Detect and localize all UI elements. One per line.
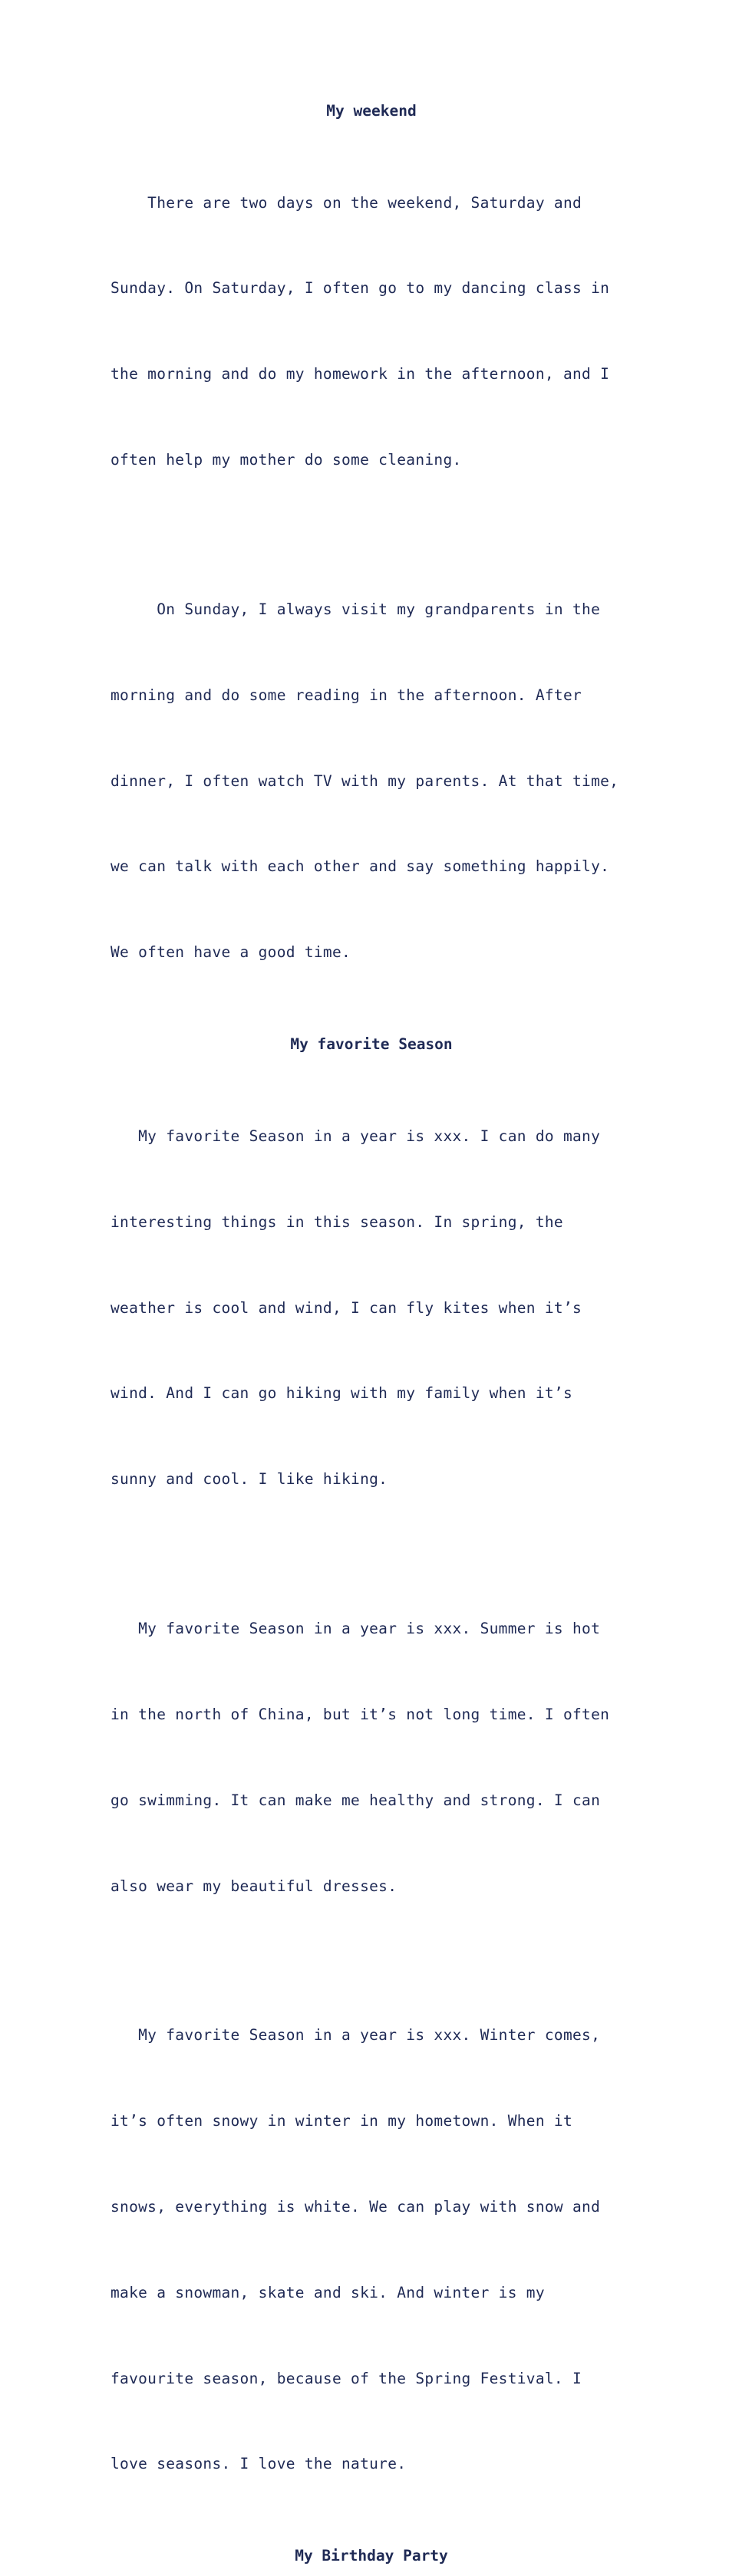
text-line: love seasons. I love the nature. bbox=[111, 2455, 407, 2473]
text-line: in the north of China, but it’s not long time. I often bbox=[111, 1705, 610, 1723]
text-line: weather is cool and wind, I can fly kites when it’s bbox=[111, 1298, 582, 1317]
text-line: favourite season, because of the Spring Festival. I bbox=[111, 2369, 582, 2387]
text-line: go swimming. It can make me healthy and strong. I can bbox=[111, 1791, 601, 1809]
text-line: sunny and cool. I like hiking. bbox=[111, 1470, 388, 1489]
text-line: On Sunday, I always visit my grandparents in the bbox=[111, 600, 601, 618]
text-line: dinner, I often watch TV with my parents. At that time, bbox=[111, 771, 619, 790]
text-line: Sunday. On Saturday, I often go to my dancing class in bbox=[111, 279, 610, 298]
paragraph bbox=[111, 131, 632, 531]
text-line: wind. And I can go hiking with my family when it’s bbox=[111, 1384, 572, 1403]
text-line: interesting things in this season. In spring, the bbox=[111, 1212, 563, 1231]
text-line: the morning and do my homework in the afternoon, and I bbox=[111, 365, 610, 383]
text-line: morning and do some reading in the afternoon. After bbox=[111, 686, 582, 704]
text-line: My favorite Season in a year is xxx. Winter comes, bbox=[111, 2026, 601, 2044]
text-line: My favorite Season in a year is xxx. Summer is hot bbox=[111, 1619, 601, 1637]
text-line: also wear my beautiful dresses. bbox=[111, 1877, 397, 1895]
section-title-birthday-party: My Birthday Party bbox=[295, 2547, 448, 2565]
section-title-favorite-season: My favorite Season bbox=[290, 1035, 453, 1054]
text-line: My favorite Season in a year is xxx. I can do many bbox=[111, 1127, 601, 1145]
text-line: it’s often snowy in winter in my hometown. When it bbox=[111, 2111, 572, 2130]
text-line: There are two days on the weekend, Saturday and bbox=[111, 193, 582, 212]
text-line: make a snowman, skate and ski. And winter is my bbox=[111, 2283, 545, 2301]
document-page bbox=[111, 97, 632, 2576]
paragraph bbox=[111, 1557, 632, 1957]
text-line: often help my mother do some cleaning. bbox=[111, 451, 462, 469]
section-title-weekend: My weekend bbox=[326, 102, 417, 120]
paragraph bbox=[111, 1963, 632, 2535]
paragraph bbox=[111, 1064, 632, 1551]
paragraph bbox=[111, 538, 632, 1024]
text-line: we can talk with each other and say something happily. bbox=[111, 857, 610, 876]
text-line: We often have a good time. bbox=[111, 943, 351, 962]
text-line: snows, everything is white. We can play with snow and bbox=[111, 2197, 601, 2216]
